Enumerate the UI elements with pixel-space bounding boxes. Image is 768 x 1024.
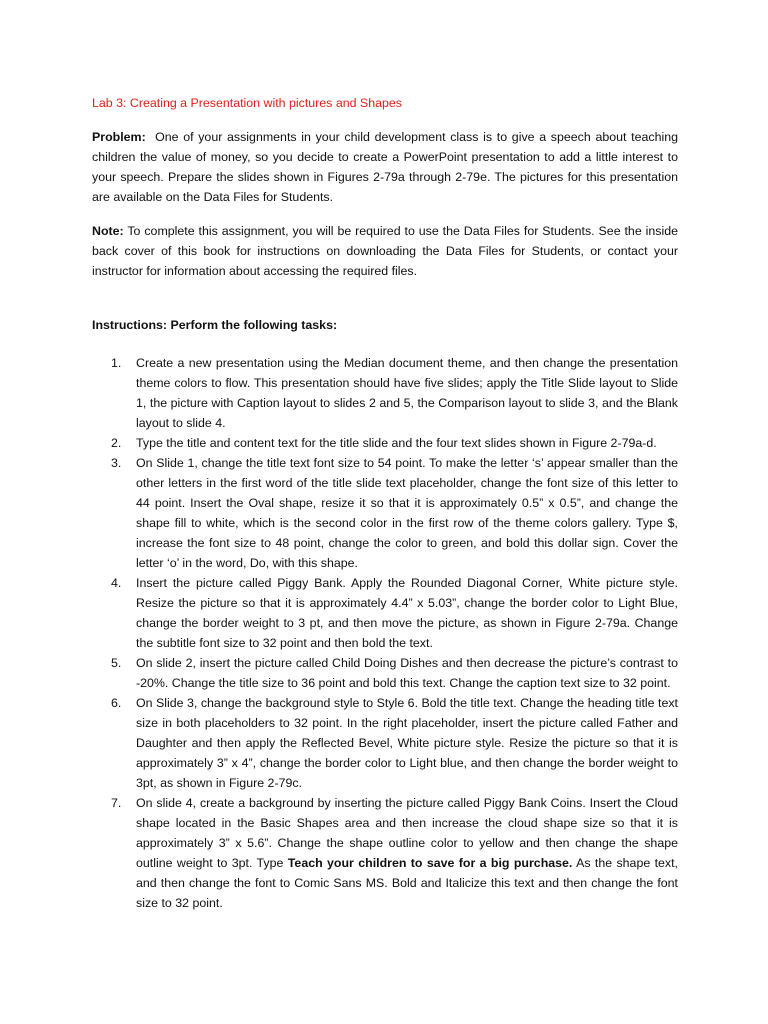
list-item-text: Create a new presentation using the Median document theme, and then change the presentation theme colors to flow. This presentation should have five slides; apply the Title Slide layout to Slide 1, the picture with Caption layout to slides 2 and 5, the Comparison layout to slide 3, and the Blank layout to slide 4. (136, 356, 678, 430)
list-item-number: 1. (111, 356, 122, 370)
instructions-heading: Instructions: Perform the following tasks: (92, 318, 338, 332)
list-item-text: On Slide 3, change the background style to Style 6. Bold the title text. Change the heading title text size in both placeholders to 32 point. In the right placeholder, insert the picture called Father and Daughter and then apply the Reflected Bevel, White picture style. Resize the picture so that it is approximately 3” x 4”, change the border color to Light blue, and then change the border weight to 3pt, as shown in Figure 2-79c. (136, 696, 678, 790)
list-item (92, 433, 678, 453)
document-page (92, 93, 678, 913)
list-item-number: 3. (111, 456, 122, 470)
document-title: Lab 3: Creating a Presentation with pictures and Shapes (92, 96, 402, 110)
list-item (92, 653, 678, 693)
list-item (92, 573, 678, 653)
list-item-text: On slide 2, insert the picture called Child Doing Dishes and then decrease the picture’s contrast to -20%. Change the title size to 36 point and bold this text. Change the caption text size to 32 point. (136, 656, 678, 690)
problem-label: Problem: (92, 130, 146, 144)
note-label: Note: (92, 224, 124, 238)
note-paragraph (92, 221, 678, 281)
list-item (92, 453, 678, 573)
list-item-bold-text: Teach your children to save for a big purchase. (287, 856, 573, 870)
list-item (92, 793, 678, 913)
list-item (92, 693, 678, 793)
list-item (92, 353, 678, 433)
list-item-text-before: On slide 4, create a background by inserting the picture called Piggy Bank Coins. Insert the Cloud shape located in the Basic Shapes area and then increase the cloud shape size so that it is approximately 3” x 5.6”. Change the shape outline color to yellow and then change the shape outline weight to 3pt. Type (136, 796, 678, 870)
spacer (92, 295, 678, 315)
list-item-number: 6. (111, 696, 122, 710)
list-item-number: 7. (111, 796, 122, 810)
problem-paragraph (92, 127, 678, 207)
list-item-number: 2. (111, 436, 122, 450)
list-item-text: On Slide 1, change the title text font size to 54 point. To make the letter ‘s’ appear smaller than the other letters in the first word of the title slide text placeholder, change the font size of this letter to 44 point. Insert the Oval shape, resize it so that it is approximately 0.5” x 0.5”, and change the shape fill to white, which is the second color in the first row of the theme colors gallery. Type $, increase the font size to 48 point, change the color to green, and bold this dollar sign. Cover the letter ‘o’ in the word, Do, with this shape. (136, 456, 678, 570)
list-item-number: 4. (111, 576, 122, 590)
list-item-text: Insert the picture called Piggy Bank. Apply the Rounded Diagonal Corner, White picture style. Resize the picture so that it is approximately 4.4” x 5.03”, change the border color to Light Blue, change the border weight to 3 pt, and then move the picture, as shown in Figure 2-79a. Change the subtitle font size to 32 point and then bold the text. (136, 576, 678, 650)
list-item-text-after: As the shape text, and then change the font to Comic Sans MS. Bold and Italicize this text and then change the font size to 32 point. (136, 856, 679, 910)
list-item-number: 5. (111, 656, 122, 670)
steps-list (92, 353, 678, 913)
note-text: To complete this assignment, you will be required to use the Data Files for Students. See the inside back cover of this book for instructions on downloading the Data Files for Students, or contact your instructor for information about accessing the required files. (92, 224, 678, 278)
problem-text: One of your assignments in your child development class is to give a speech about teaching children the value of money, so you decide to create a PowerPoint presentation to add a little interest to your speech. Prepare the slides shown in Figures 2-79a through 2-79e. The pictures for this presentation are available on the Data Files for Students. (92, 130, 678, 204)
list-item-text: Type the title and content text for the title slide and the four text slides shown in Figure 2-79a-d. (136, 436, 657, 450)
